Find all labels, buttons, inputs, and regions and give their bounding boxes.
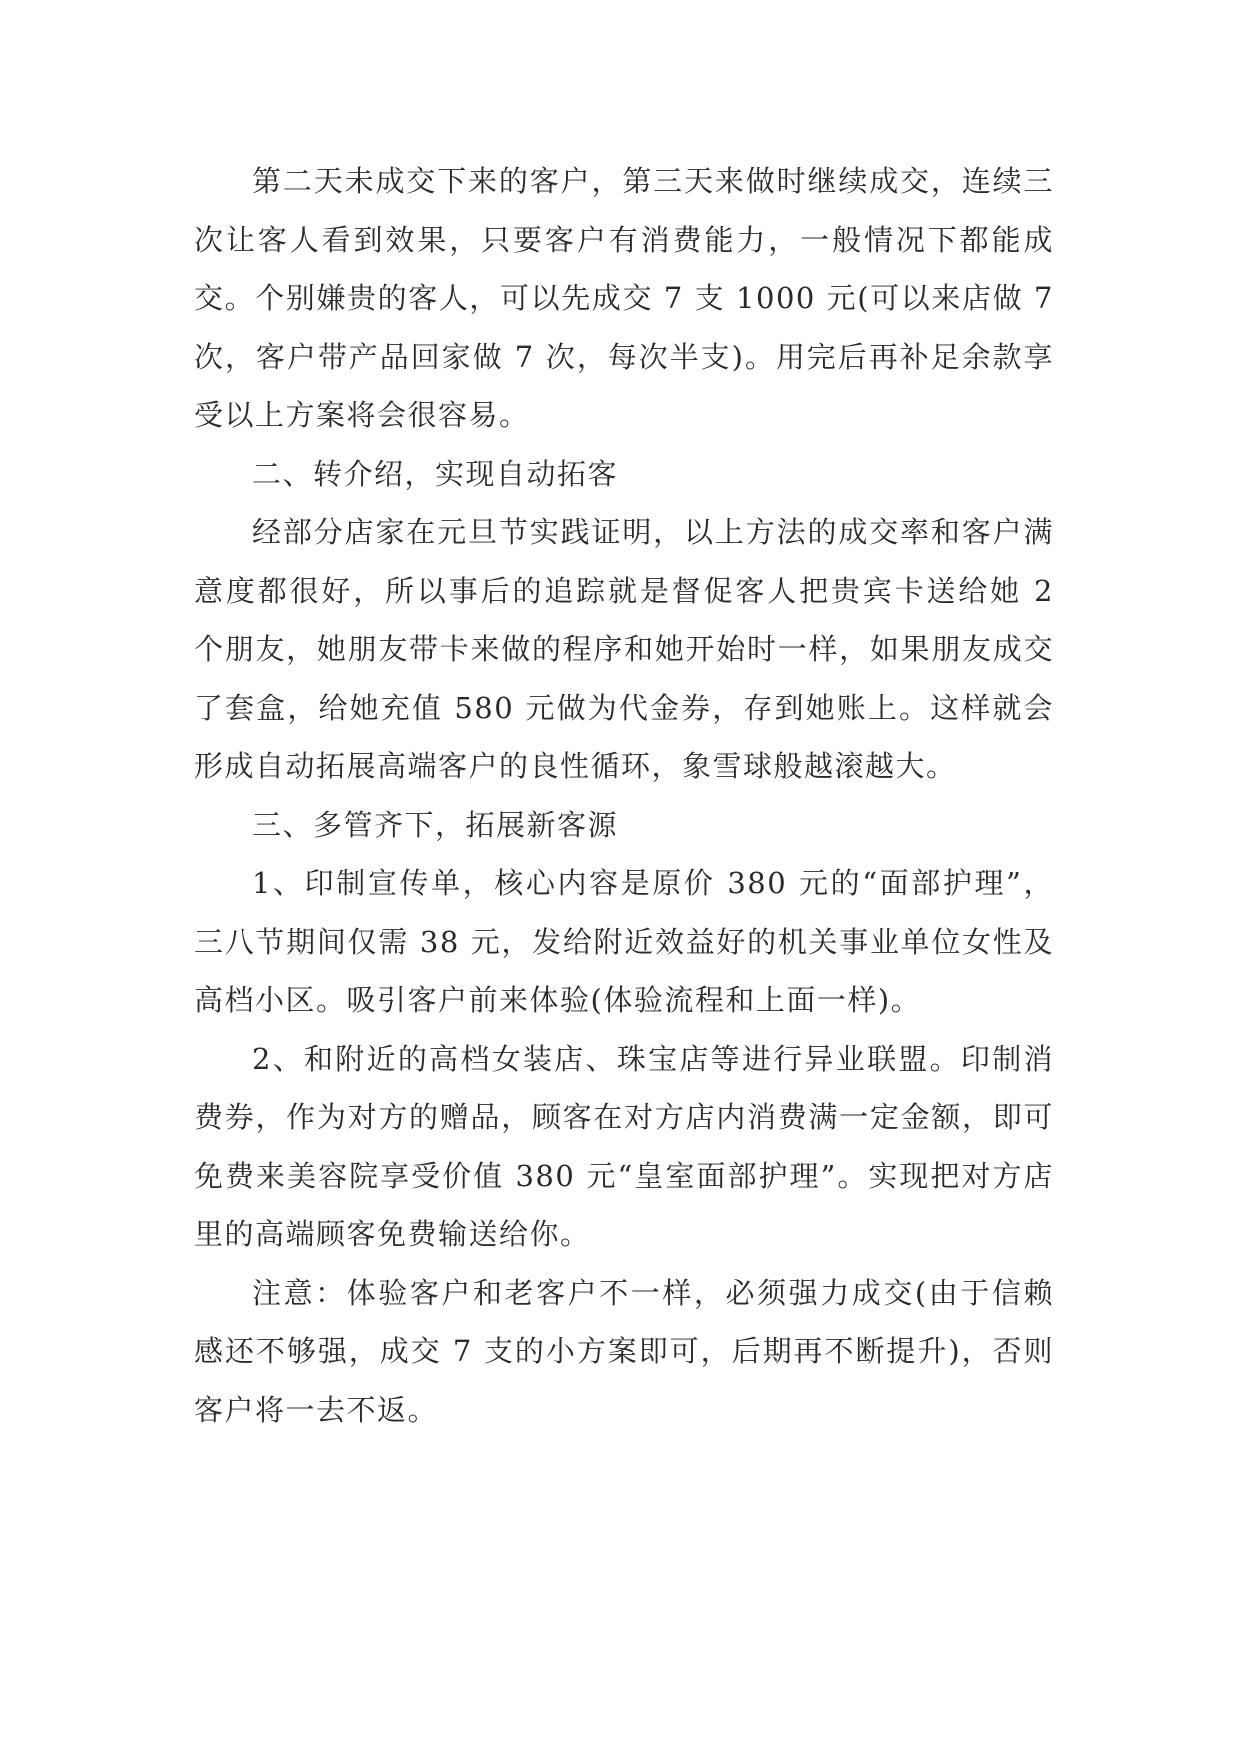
paragraph-referral: 经部分店家在元旦节实践证明，以上方法的成交率和客户满意度都很好，所以事后的追踪就是督促客人把贵宾卡送给她 2 个朋友，她朋友带卡来做的程序和她开始时一样，如果朋友成交了套盒，给她充值 580 元做为代金券，存到她账上。这样就会形成自动拓展高端客户的良性循环，象雪球般越滚越大。 — [194, 515, 1054, 783]
section-heading-new-customers: 三、多管齐下，拓展新客源 — [252, 807, 619, 842]
paragraph-flyers: 1、印制宣传单，核心内容是原价 380 元的“面部护理”，三八节期间仅需 38 元，发给附近效益好的机关事业单位女性及高档小区。吸引客户前来体验(体验流程和上面一样)。 — [194, 866, 1054, 1017]
paragraph-follow-up-deal: 第二天未成交下来的客户，第三天来做时继续成交，连续三次让客人看到效果，只要客户有消费能力，一般情况下都能成交。个别嫌贵的客人，可以先成交 7 支 1000 元(可以来店做 7 次，客户带产品回家做 7 次，每次半支)。用完后再补足余款享受以上方案将会很容易。 — [194, 164, 1054, 432]
paragraph-note: 注意：体验客户和老客户不一样，必须强力成交(由于信赖感还不够强，成交 7 支的小方案即可，后期再不断提升)，否则客户将一去不返。 — [194, 1275, 1054, 1427]
paragraph-alliance: 2、和附近的高档女装店、珠宝店等进行异业联盟。印制消费券，作为对方的赠品，顾客在对方店内消费满一定金额，即可免费来美容院享受价值 380 元“皇室面部护理”。实现把对方店里的高端顾客免费输送给你。 — [194, 1041, 1054, 1251]
section-heading-referral: 二、转介绍，实现自动拓客 — [252, 456, 619, 491]
document-body — [194, 152, 1054, 1439]
